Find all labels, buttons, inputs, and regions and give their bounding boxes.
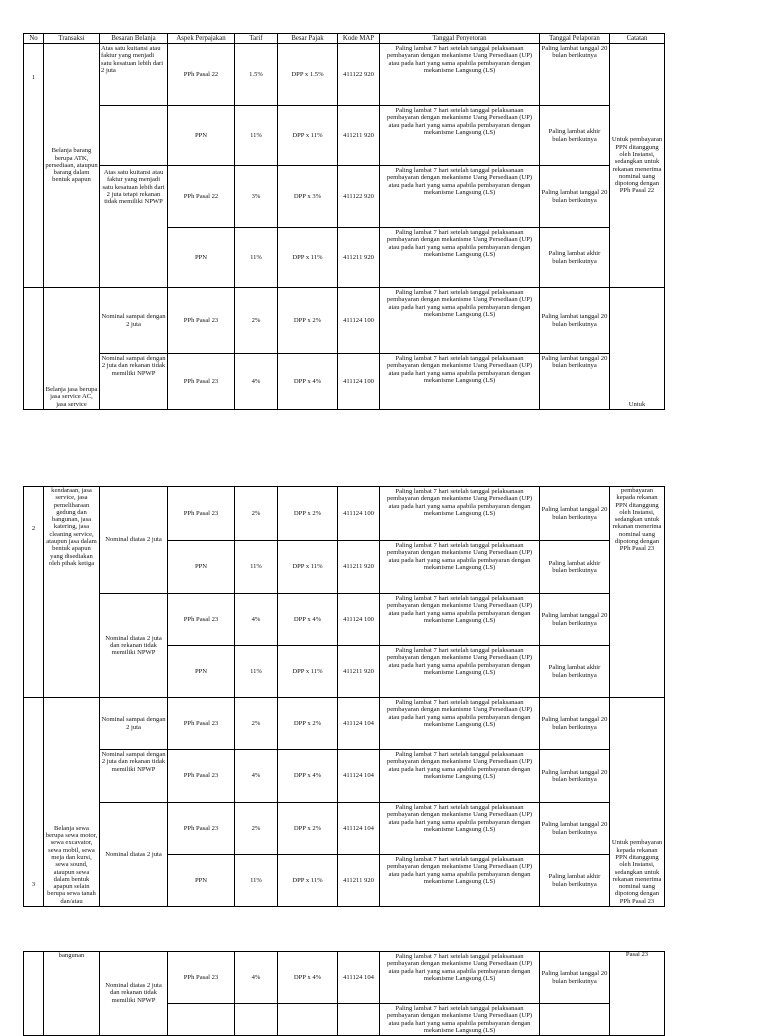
table-row <box>24 750 665 803</box>
pelaporan-cell: Paling lambat akhir bulan berikutnya <box>540 106 610 166</box>
besar-pajak-cell: DPP x 2% <box>278 288 338 354</box>
pelaporan-cell: Paling lambat tanggal 20 bulan berikutnya <box>540 166 610 228</box>
pelaporan-cell: Paling lambat tanggal 20 bulan berikutnya <box>540 354 610 410</box>
table-row <box>24 487 665 541</box>
row-number: 3 <box>24 698 44 907</box>
besaran-cell: Atas satu kuitansi atau faktur yang menjadi satu kesatuan lebih dari 2 juta tetapi rekanan tidak memiliki NPWP <box>100 166 168 288</box>
table-fragment-2 <box>23 486 664 905</box>
pelaporan-cell: Paling lambat akhir bulan berikutnya <box>540 541 610 594</box>
besar-pajak-cell: DPP x 11% <box>278 646 338 698</box>
tax-table-part-3 <box>23 951 665 1036</box>
tarif-cell: 3% <box>235 166 278 228</box>
tarif-cell: 4% <box>235 750 278 803</box>
penyetoran-cell: Paling lambat 7 hari setelah tanggal pelaksanaan pembayaran dengan mekanisme Uang Persediaan (UP) atau pada hari yang sama apabila pembayaran dengan mekanisme Langsung (LS) <box>380 487 540 541</box>
penyetoran-cell: Paling lambat 7 hari setelah tanggal pelaksanaan pembayaran dengan mekanisme Uang Persediaan (UP) atau pada hari yang sama apabila pembayaran dengan mekanisme Langsung (LS) <box>380 855 540 907</box>
header-besar-pajak: Besar Pajak <box>278 34 338 44</box>
transaksi-cell: Belanja jasa berupa jasa service AC, jasa service <box>44 288 100 410</box>
aspek-cell: PPh Pasal 23 <box>168 288 235 354</box>
besar-pajak-cell: DPP x 4% <box>278 750 338 803</box>
pelaporan-cell: Paling lambat tanggal 20 bulan berikutnya <box>540 288 610 354</box>
penyetoran-cell: Paling lambat 7 hari setelah tanggal pelaksanaan pembayaran dengan mekanisme Uang Persediaan (UP) atau pada hari yang sama apabila pembayaran dengan mekanisme Langsung (LS) <box>380 594 540 646</box>
pelaporan-cell: Paling lambat tanggal 20 bulan berikutnya <box>540 750 610 803</box>
besaran-cell: Nominal diatas 2 juta <box>100 487 168 594</box>
besaran-cell: Atas satu kuitansi atau faktur yang menjadi satu kesatuan lebih dari 2 juta <box>100 44 168 106</box>
penyetoran-cell: Paling lambat 7 hari setelah tanggal pelaksanaan pembayaran dengan mekanisme Uang Persediaan (UP) atau pada hari yang sama apabila pembayaran dengan mekanisme Langsung (LS) <box>380 1004 540 1036</box>
table-fragment-3 <box>23 951 664 1034</box>
besar-pajak-cell: DPP x 11% <box>278 541 338 594</box>
kode-map-cell: 411211 920 <box>338 541 380 594</box>
tarif-cell: 2% <box>235 487 278 541</box>
header-transaksi: Transaksi <box>44 34 100 44</box>
kode-map-cell: 411211 920 <box>338 228 380 288</box>
header-besaran-belanja: Besaran Belanja <box>100 34 168 44</box>
kode-map-cell: 411211 920 <box>338 106 380 166</box>
row-number-empty <box>24 952 44 1036</box>
tarif-cell: 11% <box>235 541 278 594</box>
penyetoran-cell: Paling lambat 7 hari setelah tanggal pelaksanaan pembayaran dengan mekanisme Uang Persediaan (UP) atau pada hari yang sama apabila pembayaran dengan mekanisme Langsung (LS) <box>380 288 540 354</box>
aspek-cell: PPh Pasal 23 <box>168 594 235 646</box>
header-kode-map: Kode MAP <box>338 34 380 44</box>
transaksi-cell: Belanja sewa berupa sewa motor, sewa excavator, sewa mobil, sewa meja dan kursi, sewa sound, ataupun sewa dalam bentuk apapun selain berupa sewa tanah dan/atau <box>44 698 100 907</box>
penyetoran-cell: Paling lambat 7 hari setelah tanggal pelaksanaan pembayaran dengan mekanisme Uang Persediaan (UP) atau pada hari yang sama apabila pembayaran dengan mekanisme Langsung (LS) <box>380 750 540 803</box>
catatan-cell: Untuk pembayaran kepada rekanan PPN ditanggung oleh Instansi, sedangkan untuk rekanan menerima nominal uang dipotong dengan PPh Pasal 23 <box>610 698 665 907</box>
kode-map-cell: 411211 920 <box>338 646 380 698</box>
aspek-cell: PPh Pasal 23 <box>168 803 235 855</box>
catatan-cell: Untuk <box>610 288 665 410</box>
kode-map-cell: 411124 100 <box>338 288 380 354</box>
penyetoran-cell: Paling lambat 7 hari setelah tanggal pelaksanaan pembayaran dengan mekanisme Uang Persediaan (UP) atau pada hari yang sama apabila pembayaran dengan mekanisme Langsung (LS) <box>380 646 540 698</box>
tarif-cell: 11% <box>235 106 278 166</box>
tarif-cell: 1.5% <box>235 44 278 106</box>
kode-map-cell: 411124 104 <box>338 698 380 750</box>
besar-pajak-cell: DPP x 11% <box>278 855 338 907</box>
catatan-cell: Untuk pembayaran PPN ditanggung oleh Instansi, sedangkan untuk rekanan menerima nominal uang dipotong dengan PPh Pasal 22 <box>610 44 665 288</box>
pelaporan-cell: Paling lambat tanggal 20 bulan berikutnya <box>540 594 610 646</box>
besaran-cell: Nominal sampai dengan 2 juta dan rekanan tidak memiliki NPWP <box>100 354 168 410</box>
penyetoran-cell: Paling lambat 7 hari setelah tanggal pelaksanaan pembayaran dengan mekanisme Uang Persediaan (UP) atau pada hari yang sama apabila pembayaran dengan mekanisme Langsung (LS) <box>380 952 540 1004</box>
aspek-cell: PPN <box>168 541 235 594</box>
header-tanggal-pelaporan: Tanggal Pelaporan <box>540 34 610 44</box>
table-row <box>24 354 665 410</box>
aspek-cell: PPh Pasal 23 <box>168 952 235 1004</box>
besaran-cell: Nominal diatas 2 juta <box>100 803 168 907</box>
aspek-cell: PPh Pasal 23 <box>168 750 235 803</box>
kode-map-cell: 411124 104 <box>338 750 380 803</box>
pelaporan-cell: Paling lambat tanggal 20 bulan berikutnya <box>540 44 610 106</box>
aspek-cell: PPh Pasal 23 <box>168 487 235 541</box>
tarif-cell: 2% <box>235 698 278 750</box>
row-number-empty <box>24 288 44 410</box>
pelaporan-cell: Paling lambat akhir bulan berikutnya <box>540 855 610 907</box>
pelaporan-cell: Paling lambat tanggal 20 bulan berikutnya <box>540 487 610 541</box>
kode-map-cell: 411124 104 <box>338 803 380 855</box>
besaran-cell: Nominal sampai dengan 2 juta <box>100 698 168 750</box>
penyetoran-cell: Paling lambat 7 hari setelah tanggal pelaksanaan pembayaran dengan mekanisme Uang Persediaan (UP) atau pada hari yang sama apabila pembayaran dengan mekanisme Langsung (LS) <box>380 354 540 410</box>
kode-map-cell-empty <box>338 1004 380 1036</box>
besaran-cell: Nominal sampai dengan 2 juta <box>100 288 168 354</box>
besar-pajak-cell: DPP x 3% <box>278 166 338 228</box>
table-header-row <box>24 34 665 44</box>
kode-map-cell: 411124 100 <box>338 487 380 541</box>
tarif-cell: 11% <box>235 855 278 907</box>
aspek-cell: PPh Pasal 23 <box>168 698 235 750</box>
besaran-cell-empty <box>100 106 168 166</box>
penyetoran-cell: Paling lambat 7 hari setelah tanggal pelaksanaan pembayaran dengan mekanisme Uang Persediaan (UP) atau pada hari yang sama apabila pembayaran dengan mekanisme Langsung (LS) <box>380 106 540 166</box>
besaran-cell: Nominal diatas 2 juta dan rekanan tidak memiliki NPWP <box>100 952 168 1036</box>
transaksi-cell: kendaraan, jasa service, jasa pemeliharaan gedung dan bangunan, jasa katering, jasa cleaning service, ataupun jasa dalam bentuk apapun yang disediakan oleh pihak ketiga <box>44 487 100 698</box>
penyetoran-cell: Paling lambat 7 hari setelah tanggal pelaksanaan pembayaran dengan mekanisme Uang Persediaan (UP) atau pada hari yang sama apabila pembayaran dengan mekanisme Langsung (LS) <box>380 698 540 750</box>
tarif-cell: 11% <box>235 646 278 698</box>
tax-table-part-2 <box>23 486 665 907</box>
pelaporan-cell: Paling lambat tanggal 20 bulan berikutnya <box>540 803 610 855</box>
row-number: 1 <box>24 44 44 288</box>
aspek-cell: PPh Pasal 22 <box>168 44 235 106</box>
aspek-cell: PPN <box>168 646 235 698</box>
kode-map-cell: 411122 920 <box>338 44 380 106</box>
tarif-cell: 2% <box>235 288 278 354</box>
besar-pajak-cell: DPP x 1.5% <box>278 44 338 106</box>
pelaporan-cell-empty <box>540 1004 610 1036</box>
besar-pajak-cell: DPP x 11% <box>278 106 338 166</box>
kode-map-cell: 411124 100 <box>338 594 380 646</box>
transaksi-cell: bangunan <box>44 952 100 1036</box>
table-row <box>24 166 665 228</box>
penyetoran-cell: Paling lambat 7 hari setelah tanggal pelaksanaan pembayaran dengan mekanisme Uang Persediaan (UP) atau pada hari yang sama apabila pembayaran dengan mekanisme Langsung (LS) <box>380 228 540 288</box>
aspek-cell: PPh Pasal 23 <box>168 354 235 410</box>
tarif-cell-empty <box>235 1004 278 1036</box>
tarif-cell: 4% <box>235 594 278 646</box>
row-number: 2 <box>24 487 44 698</box>
tax-table-part-1 <box>23 33 665 410</box>
table-row <box>24 594 665 646</box>
tarif-cell: 2% <box>235 803 278 855</box>
tarif-cell: 11% <box>235 228 278 288</box>
table-row <box>24 288 665 354</box>
aspek-cell: PPh Pasal 22 <box>168 166 235 228</box>
header-tarif: Tarif <box>235 34 278 44</box>
catatan-cell: Pasal 23 <box>610 952 665 1036</box>
header-no: No <box>24 34 44 44</box>
penyetoran-cell: Paling lambat 7 hari setelah tanggal pelaksanaan pembayaran dengan mekanisme Uang Persediaan (UP) atau pada hari yang sama apabila pembayaran dengan mekanisme Langsung (LS) <box>380 541 540 594</box>
besar-pajak-cell: DPP x 11% <box>278 228 338 288</box>
besar-pajak-cell: DPP x 2% <box>278 487 338 541</box>
pelaporan-cell: Paling lambat tanggal 20 bulan berikutnya <box>540 698 610 750</box>
besaran-cell: Nominal sampai dengan 2 juta dan rekanan tidak memiliki NPWP <box>100 750 168 803</box>
table-row <box>24 698 665 750</box>
catatan-cell: pembayaran kepada rekanan PPN ditanggung oleh Instansi, sedangkan untuk rekanan menerima nominal uang dipotong dengan PPh Pasal 23 <box>610 487 665 698</box>
table-row <box>24 44 665 106</box>
transaksi-cell: Belanja barang berupa ATK, persediaan, ataupun barang dalam bentuk apapun <box>44 44 100 288</box>
kode-map-cell: 411211 920 <box>338 855 380 907</box>
besar-pajak-cell-empty <box>278 1004 338 1036</box>
besar-pajak-cell: DPP x 4% <box>278 594 338 646</box>
besar-pajak-cell: DPP x 4% <box>278 354 338 410</box>
header-tanggal-penyetoran: Tanggal Penyetoran <box>380 34 540 44</box>
aspek-cell: PPN <box>168 855 235 907</box>
aspek-cell-empty <box>168 1004 235 1036</box>
header-catatan: Catatan <box>610 34 665 44</box>
penyetoran-cell: Paling lambat 7 hari setelah tanggal pelaksanaan pembayaran dengan mekanisme Uang Persediaan (UP) atau pada hari yang sama apabila pembayaran dengan mekanisme Langsung (LS) <box>380 803 540 855</box>
tarif-cell: 4% <box>235 354 278 410</box>
table-fragment-1 <box>23 33 664 408</box>
kode-map-cell: 411122 920 <box>338 166 380 228</box>
besar-pajak-cell: DPP x 4% <box>278 952 338 1004</box>
kode-map-cell: 411124 104 <box>338 952 380 1004</box>
pelaporan-cell: Paling lambat akhir bulan berikutnya <box>540 646 610 698</box>
table-row <box>24 952 665 1004</box>
pelaporan-cell: Paling lambat tanggal 20 bulan berikutnya <box>540 952 610 1004</box>
aspek-cell: PPN <box>168 228 235 288</box>
kode-map-cell: 411124 100 <box>338 354 380 410</box>
besar-pajak-cell: DPP x 2% <box>278 698 338 750</box>
besar-pajak-cell: DPP x 2% <box>278 803 338 855</box>
besaran-cell: Nominal diatas 2 juta dan rekanan tidak memiliki NPWP <box>100 594 168 698</box>
penyetoran-cell: Paling lambat 7 hari setelah tanggal pelaksanaan pembayaran dengan mekanisme Uang Persediaan (UP) atau pada hari yang sama apabila pembayaran dengan mekanisme Langsung (LS) <box>380 44 540 106</box>
penyetoran-cell: Paling lambat 7 hari setelah tanggal pelaksanaan pembayaran dengan mekanisme Uang Persediaan (UP) atau pada hari yang sama apabila pembayaran dengan mekanisme Langsung (LS) <box>380 166 540 228</box>
table-row <box>24 106 665 166</box>
tarif-cell: 4% <box>235 952 278 1004</box>
aspek-cell: PPN <box>168 106 235 166</box>
table-row <box>24 803 665 855</box>
header-aspek-perpajakan: Aspek Perpajakan <box>168 34 235 44</box>
pelaporan-cell: Paling lambat akhir bulan berikutnya <box>540 228 610 288</box>
